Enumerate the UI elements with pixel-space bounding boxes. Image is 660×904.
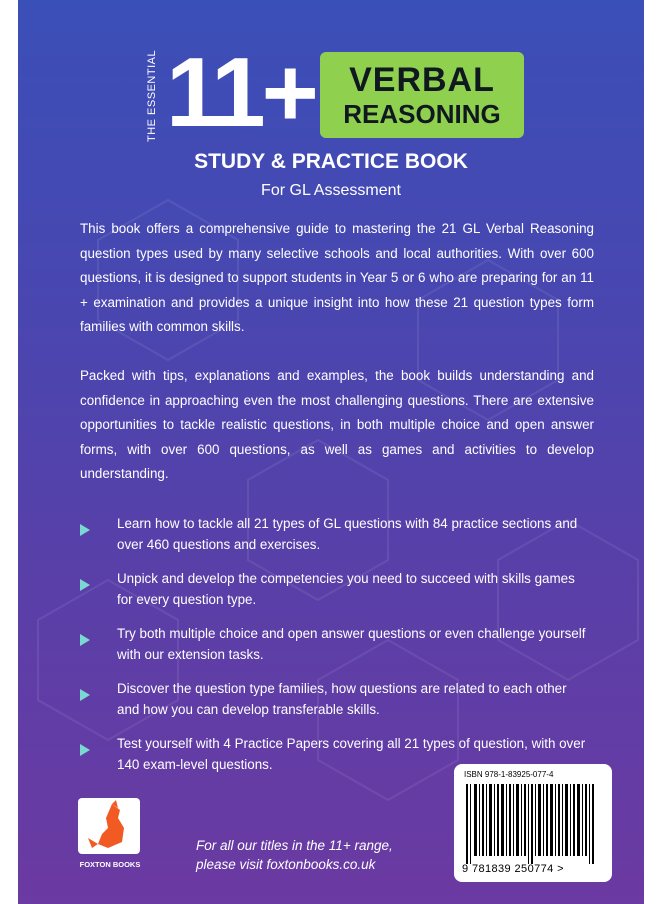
- barcode-icon: [466, 784, 596, 864]
- play-arrow-icon: [80, 579, 90, 591]
- verbal-reasoning-badge: [320, 52, 524, 138]
- assessment-label: For GL Assessment: [261, 182, 401, 199]
- promo-text: [196, 836, 393, 874]
- feature-list: [80, 513, 586, 788]
- the-essential-label: THE ESSENTIAL: [146, 49, 158, 142]
- play-arrow-icon: [80, 634, 90, 646]
- feature-item: [80, 568, 580, 623]
- promo-line-2: please visit foxtonbooks.co.uk: [196, 857, 376, 872]
- feature-text: Unpick and develop the competencies you need to succeed with skills games for every question type.: [117, 571, 575, 607]
- play-arrow-icon: [80, 689, 90, 701]
- feature-text: Try both multiple choice and open answer questions or even challenge yourself with our extension tasks.: [117, 626, 586, 662]
- feature-item: [80, 623, 586, 678]
- book-subtitle: STUDY & PRACTICE BOOK: [194, 150, 468, 173]
- barcode-digits: 9 781839 250774 >: [462, 863, 564, 875]
- foxton-logo: [78, 798, 140, 854]
- feature-text: Learn how to tackle all 21 types of GL questions with 84 practice sections and over 460 questions and exercises.: [117, 516, 578, 552]
- feature-text: Discover the question type families, how questions are related to each other and how you can develop transferable skills.: [117, 681, 567, 717]
- book-back-cover: [18, 0, 644, 904]
- feature-item: [80, 678, 580, 733]
- badge-line-2: REASONING: [343, 99, 501, 129]
- barcode-panel: [454, 764, 612, 882]
- publisher-name: FOXTON BOOKS: [79, 860, 141, 869]
- badge-line-1: VERBAL: [349, 61, 495, 99]
- feature-item: [80, 513, 580, 568]
- play-arrow-icon: [80, 524, 90, 536]
- fox-icon: [78, 798, 140, 854]
- eleven-plus-title: 11+: [166, 37, 315, 147]
- promo-line-1: For all our titles in the 11+ range,: [196, 838, 393, 853]
- intro-paragraph: This book offers a comprehensive guide to mastering the 21 GL Verbal Reasoning question types used by many selective schools and local authorities. With over 600 questions, it is designed to support students in Year 5 or 6 who are preparing for an 11 + examination and provides a unique insight into how these 21 question types form families with common skills.: [80, 221, 594, 334]
- play-arrow-icon: [80, 744, 90, 756]
- isbn-number: ISBN 978-1-83925-077-4: [464, 770, 554, 779]
- feature-text: Test yourself with 4 Practice Papers covering all 21 types of question, with over 140 exam-level questions.: [117, 736, 586, 772]
- details-paragraph: Packed with tips, explanations and examples, the book builds understanding and confidence in approaching even the most challenging questions. There are extensive opportunities to tackle realistic questions, in both multiple choice and open answer forms, with over 600 questions, as well as games and activities to develop understanding.: [80, 368, 594, 481]
